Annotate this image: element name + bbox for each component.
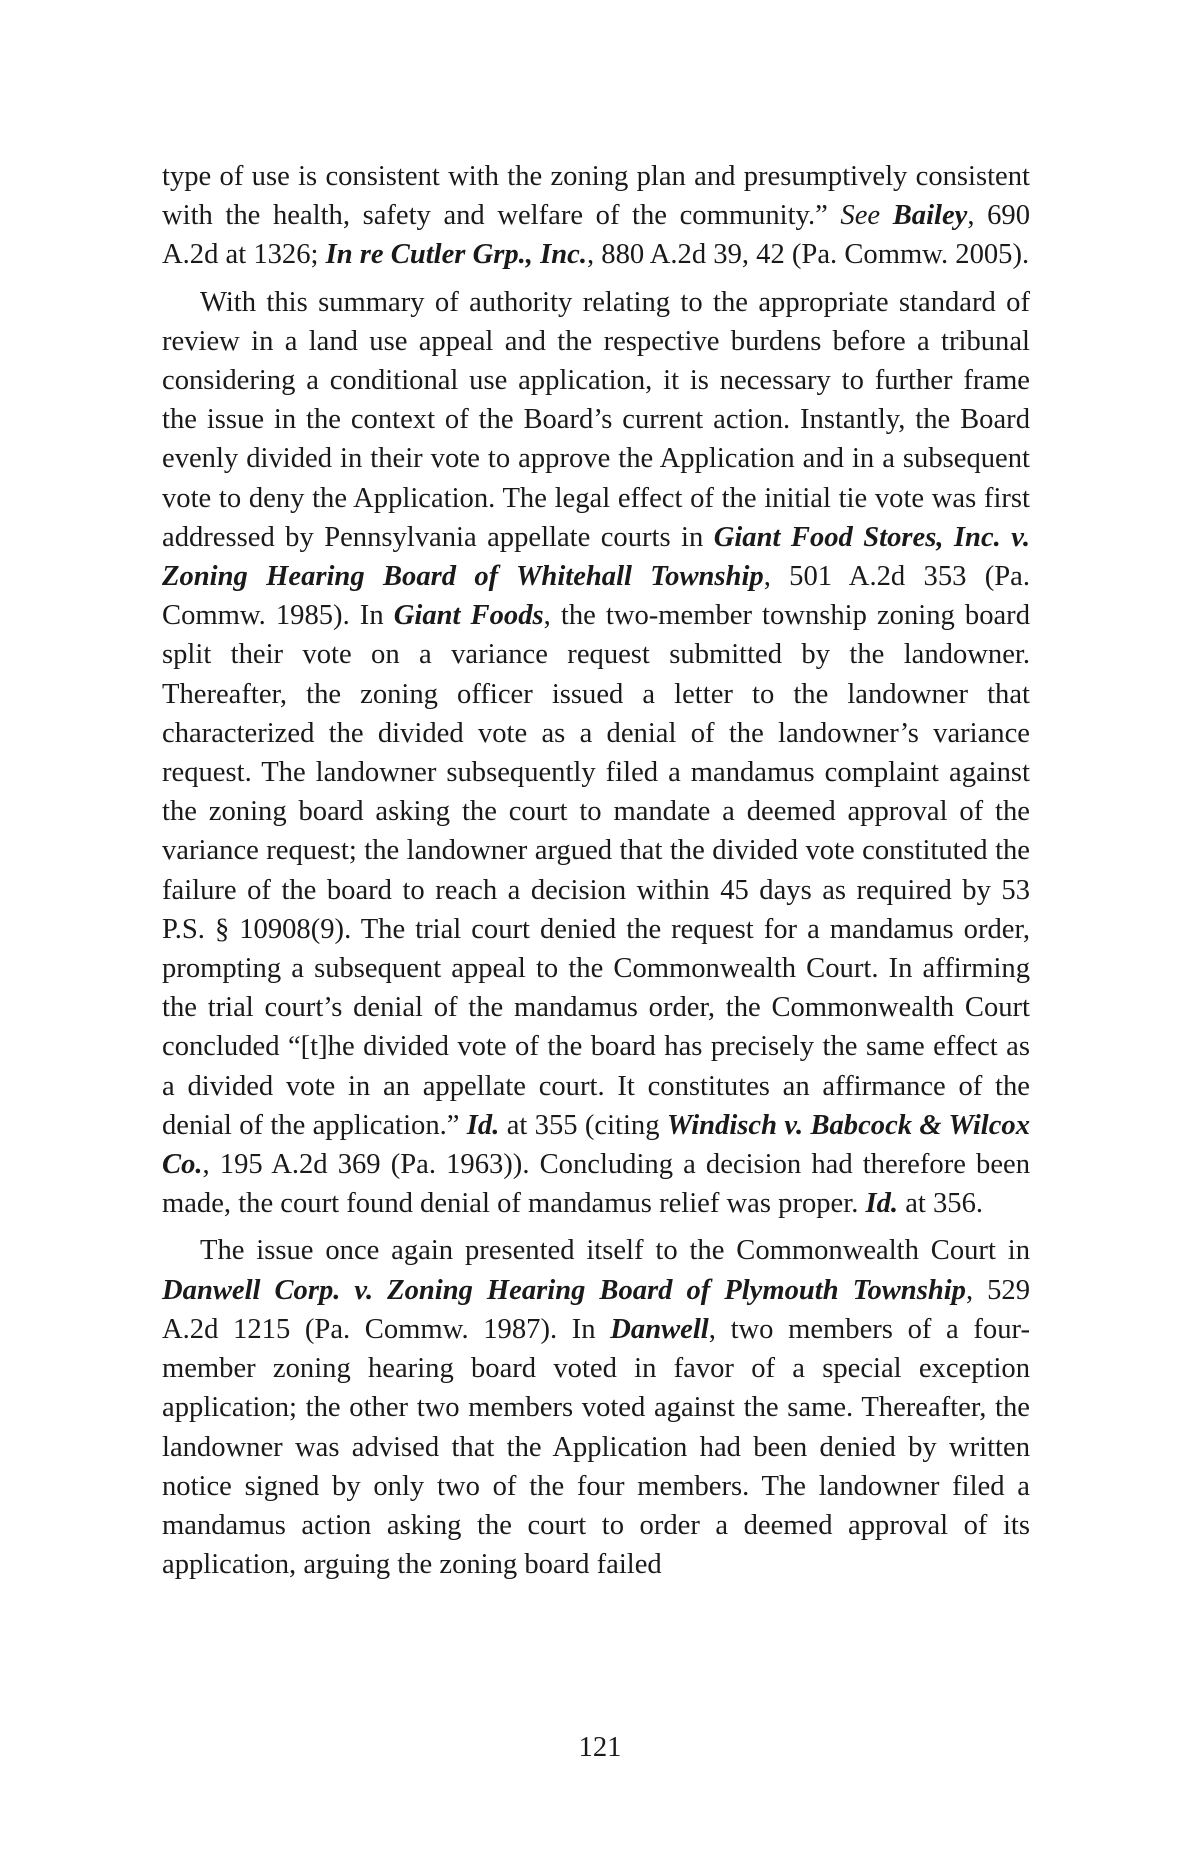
case-name-giant-foods: Giant Foods — [393, 600, 544, 632]
case-name-cutler: In re Cutler Grp., Inc. — [325, 239, 587, 271]
text-run: , 195 A.2d 369 (Pa. 1963)). Concluding a decision had therefore been made, the court found denial of mandamus relief was proper. — [162, 1149, 1030, 1220]
text-run: , 880 A.2d 39, 42 (Pa. Commw. 2005). — [586, 239, 1030, 271]
case-name-windisch: Windisch v. Babcock & Wilcox Co. — [162, 1109, 1030, 1181]
text-run: , the two-member township zoning board split their vote on a variance request submitted by the landowner. Thereafter, the zoning officer issued a letter to the landowner that characterized the divided vote as a denial of the landowner’s variance request. The landowner subsequently filed a mandamus complaint against the zoning board asking the court to mandate a deemed approval of the variance request; the landowner argued that the divided vote constituted the failure of the board to reach a decision within 45 days as required by 53 P.S. § 10908(9). The trial court denied the request for a mandamus order, prompting a subsequent appeal to the Commonwealth Court. In affirming the trial court’s denial of the mandamus order, the Commonwealth Court concluded “[t]he divided vote of the board has precisely the same effect as a divided vote in an appellate court. It constitutes an affirmance of the denial of the application.” — [162, 600, 1031, 1141]
text-run: at 355 (citing — [499, 1109, 667, 1141]
text-run: type of use is consistent with the zoning plan and presumptively consistent with the health, safety and welfare of the community.” — [162, 161, 1030, 232]
text-run: , 529 A.2d 1215 (Pa. Commw. 1987). In — [162, 1274, 1030, 1345]
case-name-giant-food-stores: Giant Food Stores, Inc. v. Zoning Hearing Board of Whitehall Township — [162, 521, 1031, 593]
case-name-bailey: Bailey — [892, 200, 968, 232]
paragraph-3 — [162, 1231, 1030, 1584]
text-run: at 356. — [898, 1188, 984, 1220]
text-run — [880, 200, 893, 231]
citation-id: Id. — [466, 1109, 500, 1141]
paragraph-2 — [162, 283, 1030, 1224]
text-run: , two members of a four-member zoning hearing board voted in favor of a special exception application; the other two members voted against the same. Thereafter, the landowner was advised that the Application had been denied by written notice signed by only two of the four members. The landowner filed a mandamus action asking the court to order a deemed approval of its application, arguing the zoning board failed — [162, 1313, 1030, 1581]
text-run: The issue once again presented itself to the Commonwealth Court in — [200, 1235, 1030, 1267]
page-body — [162, 157, 1030, 1584]
text-run: , 690 A.2d at 1326; — [162, 200, 1030, 271]
citation-id: Id. — [865, 1188, 899, 1220]
case-name-danwell-corp: Danwell Corp. v. Zoning Hearing Board of Plymouth Township — [162, 1274, 966, 1306]
text-run: With this summary of authority relating to the appropriate standard of review in a land use appeal and the respective burdens before a tribunal considering a conditional use application, it is necessary to further frame the issue in the context of the Board’s current action. Instantly, the Board evenly divided in their vote to approve the Application and in a subsequent vote to deny the Application. The legal effect of the initial tie vote was first addressed by Pennsylvania appellate courts in — [162, 286, 1030, 553]
citation-signal-see: See — [840, 200, 881, 232]
case-name-danwell: Danwell — [610, 1313, 709, 1345]
text-run: , 501 A.2d 353 (Pa. Commw. 1985). In — [162, 561, 1030, 632]
paragraph-1 — [162, 157, 1030, 275]
page-number: 121 — [578, 1732, 622, 1763]
